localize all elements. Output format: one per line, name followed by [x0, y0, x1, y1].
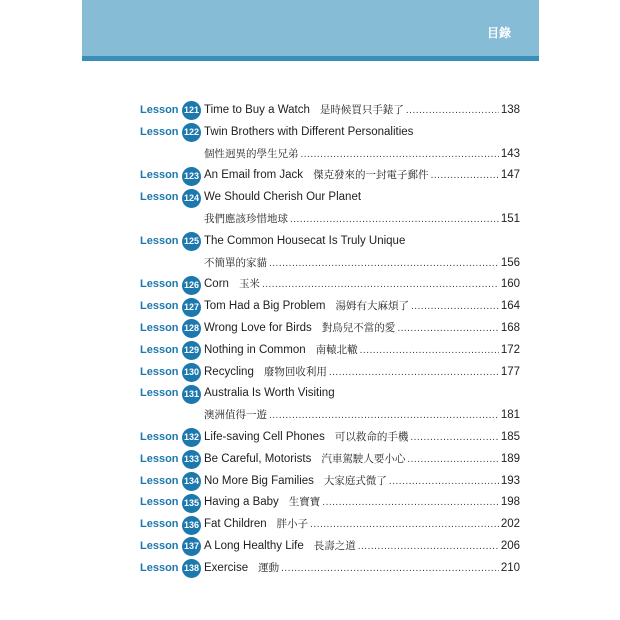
lesson-label: Lesson — [140, 561, 179, 574]
lesson-title[interactable]: Australia Is Worth Visiting — [204, 387, 335, 400]
lesson-label: Lesson — [140, 278, 179, 291]
page-number[interactable]: 181 — [500, 409, 520, 422]
toc-entry-title-row — [140, 471, 520, 493]
lesson-label: Lesson — [140, 191, 179, 204]
dot-leader — [389, 471, 499, 493]
lesson-number-badge: 124 — [182, 189, 201, 208]
lesson-chinese-title: 可以救命的手機 — [334, 430, 409, 443]
toc-entry[interactable] — [140, 340, 520, 362]
lesson-title[interactable]: Life-saving Cell Phones — [204, 430, 325, 443]
toc-entry-title-row — [140, 449, 520, 471]
lesson-chinese-title: 是時候買只手錶了 — [319, 104, 404, 116]
dot-leader — [322, 492, 499, 514]
page-number[interactable]: 206 — [500, 539, 520, 552]
page-number[interactable]: 156 — [500, 256, 520, 269]
lesson-chinese-title: 澳洲值得一遊 — [204, 409, 267, 422]
toc-entry[interactable] — [140, 274, 520, 296]
dot-leader — [269, 405, 499, 427]
lesson-label: Lesson — [140, 169, 179, 182]
lesson-number-badge: 125 — [182, 232, 201, 251]
toc-entry[interactable] — [140, 383, 520, 427]
lesson-title[interactable]: An Email from Jack — [204, 169, 304, 182]
dot-leader — [358, 536, 499, 558]
lesson-number-badge: 135 — [182, 494, 201, 513]
toc-entry-title-row — [140, 492, 520, 514]
toc-entry[interactable] — [140, 471, 520, 493]
toc-entry-title-row — [140, 165, 520, 187]
lesson-chinese-title: 大家庭式微了 — [323, 474, 387, 487]
lesson-title[interactable]: Corn — [204, 278, 229, 291]
toc-entry[interactable] — [140, 492, 520, 514]
lesson-chinese-title: 胖小子 — [276, 518, 309, 531]
page-header — [82, 0, 539, 56]
page-number[interactable]: 210 — [500, 561, 520, 574]
toc-entry-title-row — [140, 536, 520, 558]
page-number[interactable]: 193 — [500, 474, 520, 487]
page-number[interactable]: 198 — [500, 496, 520, 509]
toc-entry-title-row — [140, 383, 520, 405]
lesson-number-badge: 127 — [182, 298, 201, 317]
toc-entry-title-row — [140, 558, 520, 580]
lesson-label: Lesson — [140, 452, 179, 465]
dot-leader — [269, 253, 499, 275]
lesson-label: Lesson — [140, 321, 179, 334]
lesson-chinese-title: 我們應該珍惜地球 — [204, 212, 288, 225]
lesson-number-badge: 133 — [182, 450, 201, 469]
toc-entry[interactable] — [140, 449, 520, 471]
page-number[interactable]: 151 — [500, 212, 520, 225]
lesson-title[interactable]: Twin Brothers with Different Personalities — [204, 125, 414, 138]
book-page — [82, 0, 539, 620]
lesson-number-badge: 126 — [182, 276, 201, 295]
dot-leader — [310, 514, 499, 536]
page-number[interactable]: 168 — [500, 321, 520, 334]
lesson-label: Lesson — [140, 539, 179, 552]
lesson-label: Lesson — [140, 474, 179, 487]
toc-entry[interactable] — [140, 187, 520, 231]
dot-leader — [397, 318, 499, 340]
lesson-title[interactable]: Recycling — [204, 365, 254, 378]
lesson-title[interactable]: Tom Had a Big Problem — [204, 300, 326, 313]
lesson-chinese-title: 南轅北轍 — [315, 343, 358, 356]
toc-entry-title-row — [140, 340, 520, 362]
lesson-number-badge: 130 — [182, 363, 201, 382]
toc-entry-title-row — [140, 296, 520, 318]
lesson-label: Lesson — [140, 496, 179, 509]
lesson-number-badge: 131 — [182, 385, 201, 404]
lesson-number-badge: 128 — [182, 319, 201, 338]
lesson-title[interactable]: Time to Buy a Watch — [204, 104, 310, 116]
page-number[interactable]: 164 — [500, 300, 520, 313]
lesson-chinese-title: 生寶寶 — [288, 496, 321, 509]
toc-entry[interactable] — [140, 165, 520, 187]
lesson-title[interactable]: Fat Children — [204, 518, 267, 531]
dot-leader — [411, 296, 499, 318]
lesson-label: Lesson — [140, 104, 179, 116]
lesson-title[interactable]: Having a Baby — [204, 496, 279, 509]
lesson-label: Lesson — [140, 125, 179, 138]
toc-entry-subtitle-row — [140, 253, 520, 275]
lesson-title[interactable]: A Long Healthy Life — [204, 539, 304, 552]
toc-entry[interactable] — [140, 296, 520, 318]
lesson-label: Lesson — [140, 300, 179, 313]
toc-entry[interactable] — [140, 536, 520, 558]
lesson-title[interactable]: The Common Housecat Is Truly Unique — [204, 234, 406, 247]
toc-entry[interactable] — [140, 558, 520, 580]
lesson-number-badge: 123 — [182, 167, 201, 186]
lesson-number-badge: 137 — [182, 537, 201, 556]
lesson-number-badge: 122 — [182, 123, 201, 142]
toc-entry-title-row — [140, 122, 520, 144]
dot-leader — [360, 340, 499, 362]
dot-leader — [262, 274, 499, 296]
toc-entry-title-row — [140, 100, 520, 122]
toc-entry-title-row — [140, 231, 520, 253]
lesson-title[interactable]: Exercise — [204, 561, 249, 574]
lesson-label: Lesson — [140, 234, 179, 247]
lesson-number-badge: 132 — [182, 428, 201, 447]
page-number[interactable]: 185 — [500, 430, 520, 443]
dot-leader — [406, 100, 499, 122]
toc-entry-title-row — [140, 274, 520, 296]
lesson-chinese-title: 玉米 — [238, 278, 260, 291]
page-number[interactable]: 172 — [500, 343, 520, 356]
lesson-chinese-title: 個性迥異的學生兄弟 — [204, 147, 299, 160]
toc-entry[interactable] — [140, 231, 520, 275]
toc-entry-title-row — [140, 514, 520, 536]
lesson-number-badge: 136 — [182, 516, 201, 535]
toc-entry-subtitle-row — [140, 209, 520, 231]
lesson-number-badge: 134 — [182, 472, 201, 491]
lesson-chinese-title: 對鳥兒不當的愛 — [321, 321, 396, 334]
page-number[interactable]: 189 — [500, 452, 520, 465]
lesson-number-badge: 138 — [182, 559, 201, 578]
lesson-chinese-title: 湯姆有大麻煩了 — [335, 300, 409, 313]
page-number[interactable]: 202 — [500, 518, 520, 531]
lesson-title[interactable]: Wrong Love for Birds — [204, 321, 312, 334]
lesson-label: Lesson — [140, 387, 179, 400]
toc-entry[interactable] — [140, 100, 520, 122]
lesson-chinese-title: 長壽之道 — [313, 539, 356, 552]
dot-leader — [431, 165, 499, 187]
lesson-title[interactable]: No More Big Families — [204, 474, 314, 487]
toc-entry[interactable] — [140, 122, 520, 166]
dot-leader — [329, 362, 499, 384]
header-divider — [82, 56, 539, 61]
lesson-title[interactable]: We Should Cherish Our Planet — [204, 191, 362, 204]
page-number[interactable]: 160 — [500, 278, 520, 291]
toc-entry[interactable] — [140, 318, 520, 340]
lesson-chinese-title: 廢物回收利用 — [263, 365, 327, 378]
toc-entry-title-row — [140, 362, 520, 384]
toc-entry-title-row — [140, 187, 520, 209]
lesson-title[interactable]: Be Careful, Motorists — [204, 452, 312, 465]
page-number[interactable]: 143 — [500, 147, 520, 160]
dot-leader — [281, 558, 499, 580]
toc-entry-subtitle-row — [140, 144, 520, 166]
lesson-chinese-title: 運動 — [258, 561, 280, 574]
page-number[interactable]: 147 — [500, 169, 520, 182]
page-number[interactable]: 138 — [500, 104, 520, 116]
lesson-number-badge: 121 — [182, 101, 201, 120]
lesson-chinese-title: 汽車駕駛人要小心 — [321, 452, 406, 465]
toc-entry[interactable] — [140, 514, 520, 536]
toc-entry-title-row — [140, 318, 520, 340]
toc-entry-subtitle-row — [140, 405, 520, 427]
dot-leader — [290, 209, 499, 231]
lesson-title[interactable]: Nothing in Common — [204, 343, 306, 356]
toc-entry[interactable] — [140, 427, 520, 449]
dot-leader — [410, 427, 498, 449]
page-number[interactable]: 177 — [500, 365, 520, 378]
table-of-contents — [140, 100, 520, 580]
toc-entry-title-row — [140, 427, 520, 449]
lesson-label: Lesson — [140, 343, 179, 356]
dot-leader — [407, 449, 498, 471]
lesson-label: Lesson — [140, 518, 179, 531]
lesson-chinese-title: 不簡單的家貓 — [204, 256, 267, 269]
dot-leader — [301, 144, 499, 166]
page-title: 目錄 — [486, 26, 511, 40]
lesson-number-badge: 129 — [182, 341, 201, 360]
lesson-label: Lesson — [140, 430, 179, 443]
lesson-label: Lesson — [140, 365, 179, 378]
lesson-chinese-title: 傑克發來的一封電子郵件 — [313, 169, 429, 182]
toc-entry[interactable] — [140, 362, 520, 384]
